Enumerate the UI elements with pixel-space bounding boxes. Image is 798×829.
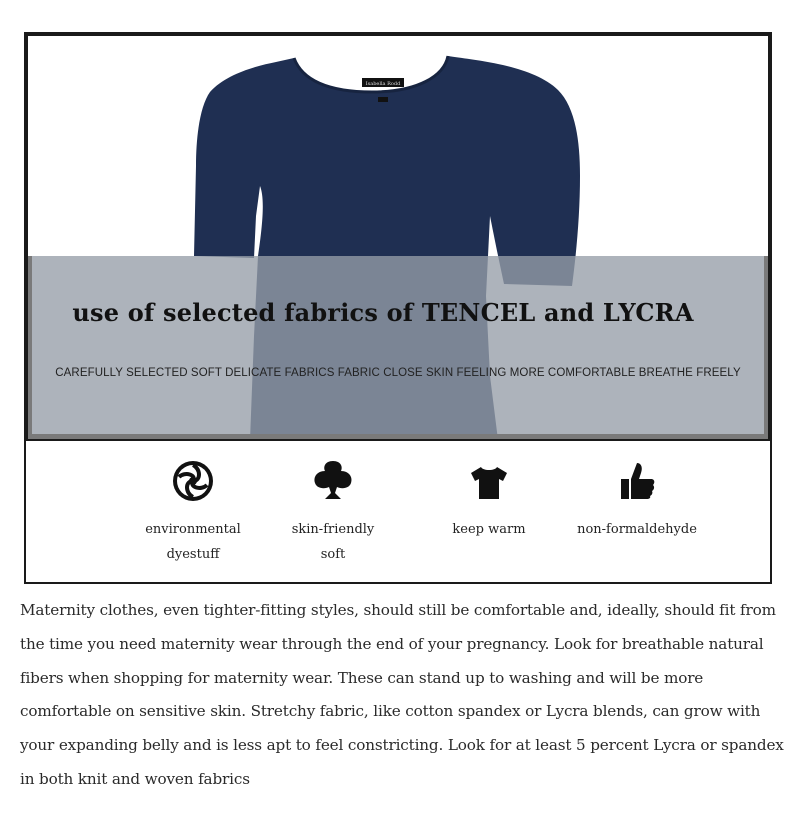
overlay-band (28, 256, 768, 440)
hero-subtitle: CAREFULLY SELECTED SOFT DELICATE FABRICS FABRIC CLOSE SKIN FEELING MORE COMFORTABLE BREATHE FREELY (55, 367, 741, 379)
thumbs-up-icon (615, 459, 659, 503)
fabric-swirl-icon (171, 459, 215, 503)
brand-tag-text: Isabella Rodd (365, 81, 401, 87)
tshirt-icon (467, 459, 511, 503)
product-image-frame (24, 32, 772, 440)
band-right-edge (764, 256, 768, 440)
feature-label-line2: dyestuff (166, 547, 220, 562)
hero-title: use of selected fabrics of TENCEL and LYCRA (72, 298, 694, 327)
features-box (24, 439, 772, 584)
product-description: Maternity clothes, even tighter-fitting styles, should still be comfortable and, ideally, should fit from the time you need maternity wear through the end of your pregnancy. Look for breathable natural fibers when shopping for maternity wear. These can stand up to washing and will be more comfortable on sensitive skin. Stretchy fabric, like cotton spandex or Lycra blends, can grow with your expanding belly and is less apt to feel constricting. Look for at least 5 percent Lycra or spandex in both knit and woven fabrics (20, 601, 784, 788)
tree-icon (311, 459, 355, 503)
feature-label-line1: skin-friendly (291, 522, 375, 537)
size-tag (378, 97, 388, 102)
feature-keep-warm (424, 459, 554, 542)
feature-skin-friendly (268, 459, 398, 567)
feature-non-formaldehyde (572, 459, 702, 542)
feature-label-line1: keep warm (452, 522, 526, 537)
feature-label-line1: non-formaldehyde (577, 522, 697, 537)
feature-label-line2: soft (320, 547, 346, 562)
feature-environmental (128, 459, 258, 567)
feature-label-line1: environmental (145, 522, 241, 537)
band-left-edge (28, 256, 32, 440)
